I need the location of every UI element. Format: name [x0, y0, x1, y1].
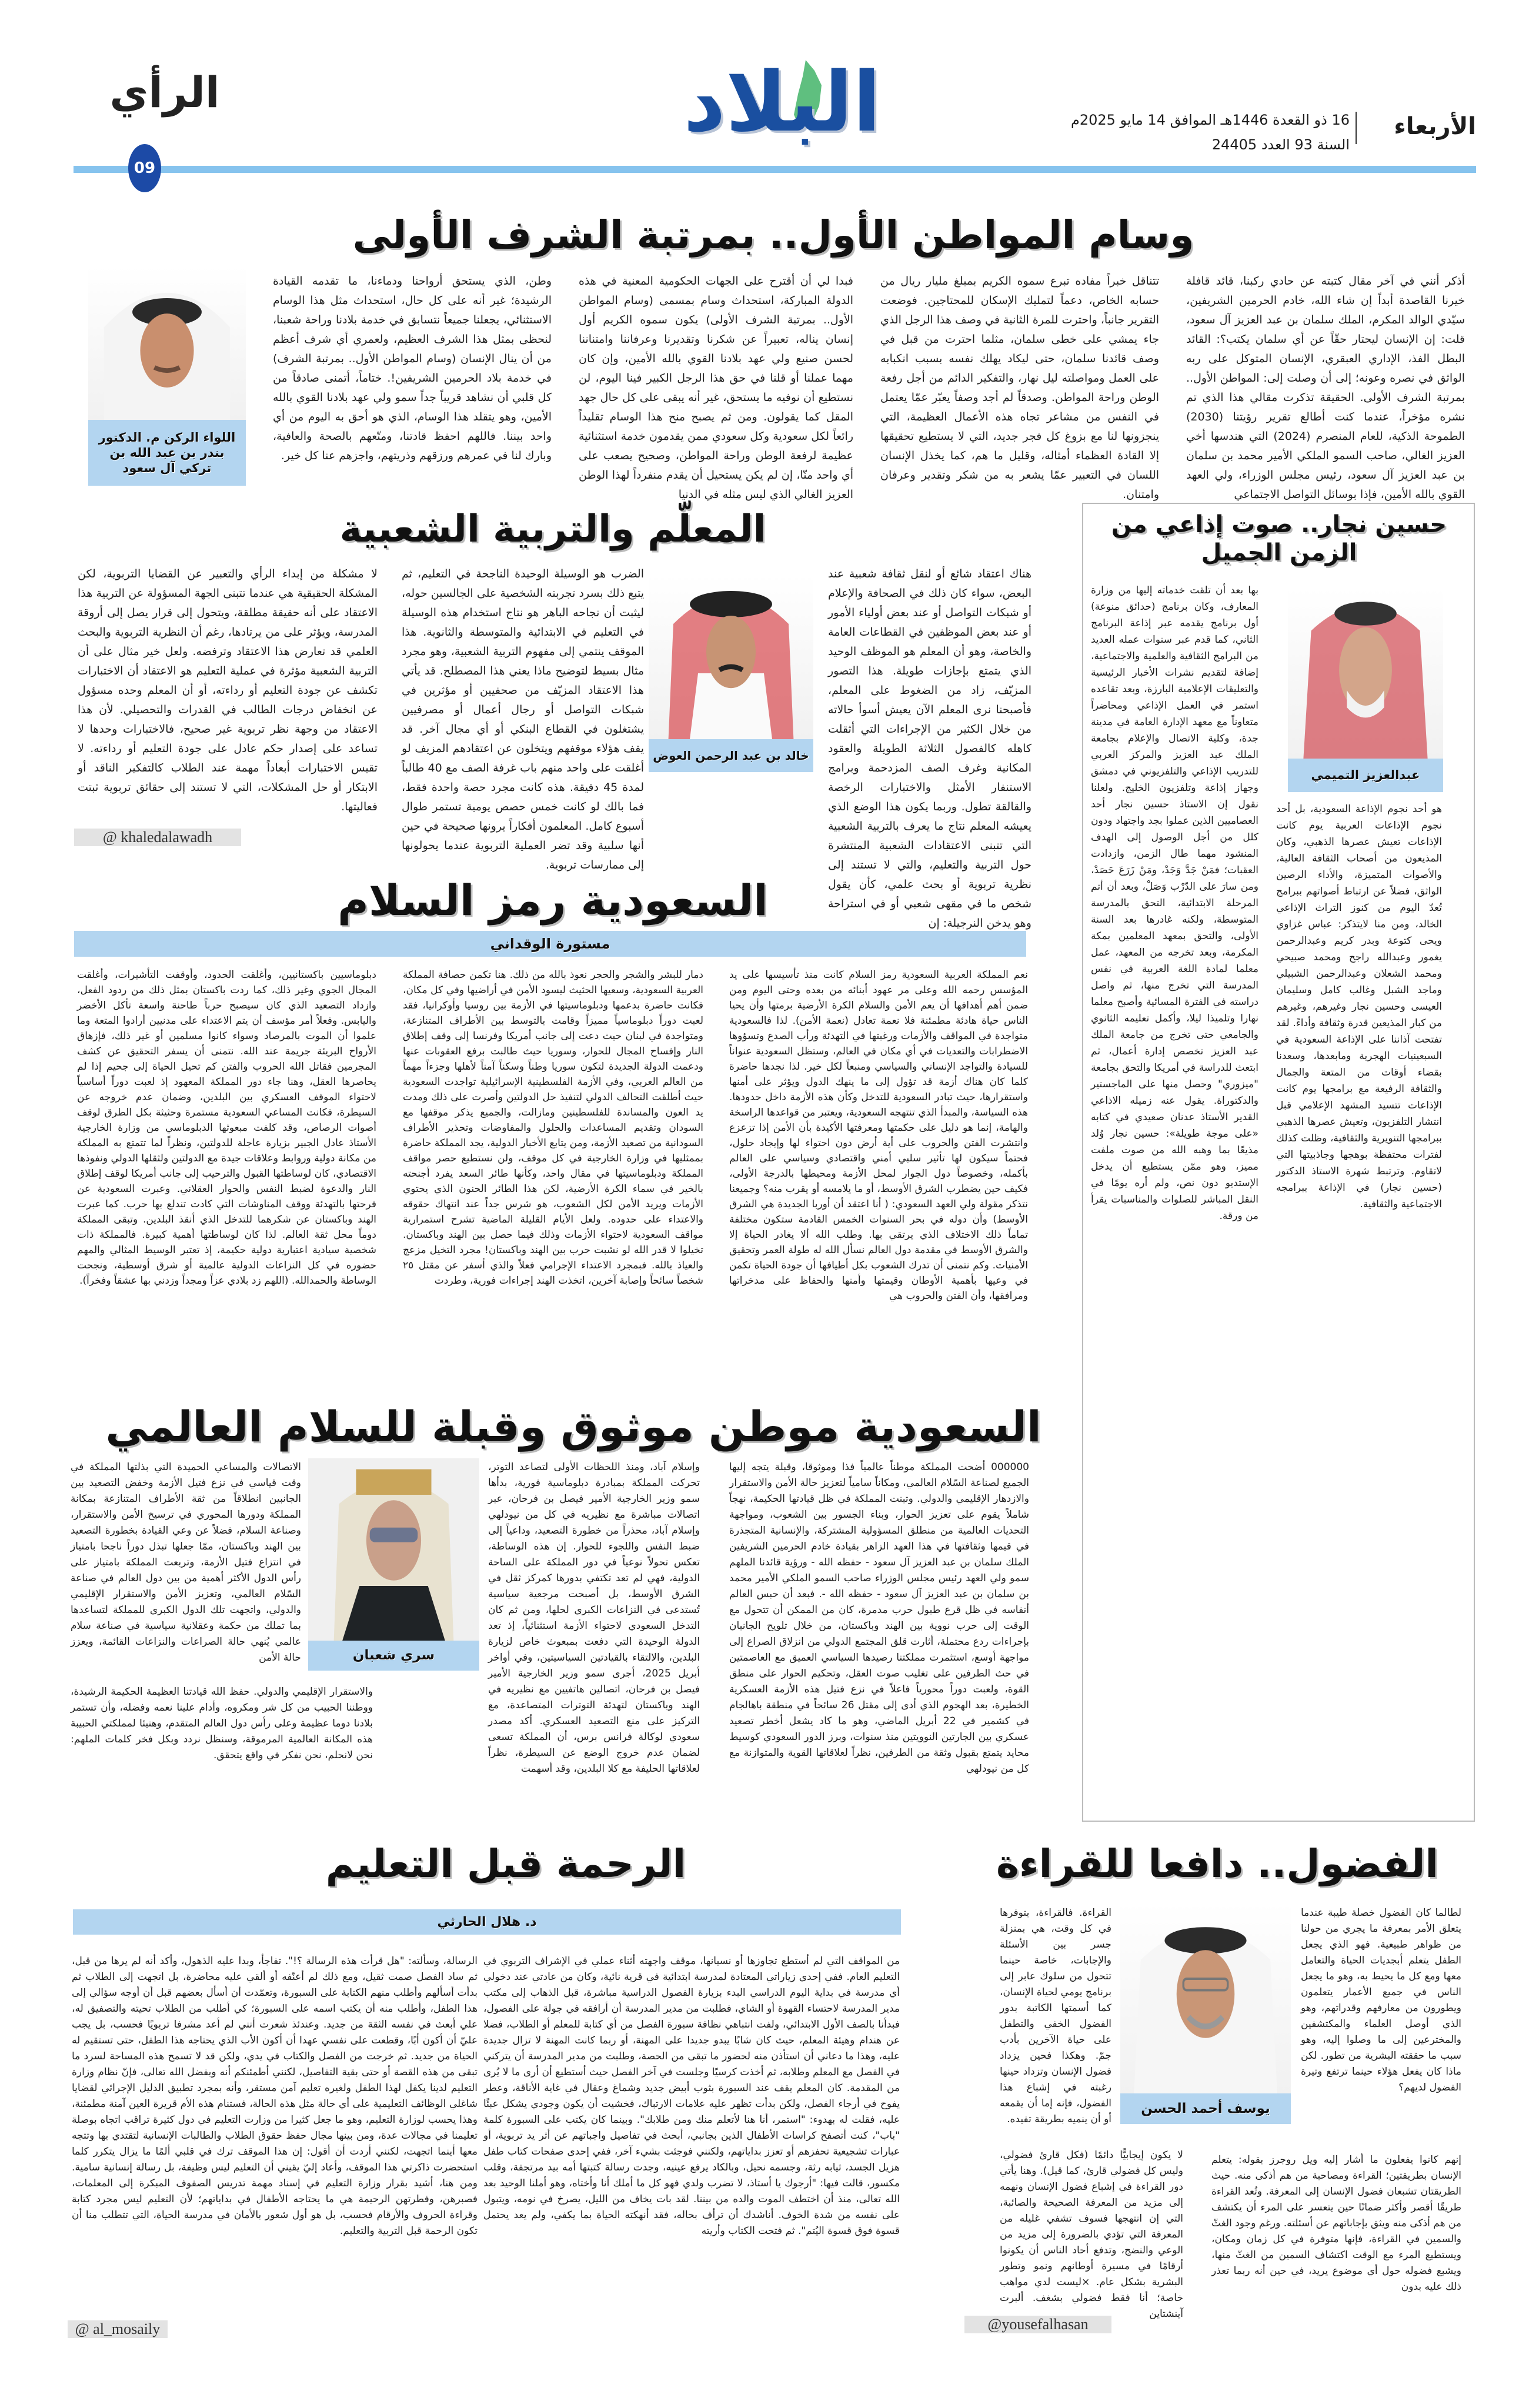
article-column: أذكر أنني في آخر مقال كتبته عن حادي ركبنا، قائد قافلة خيرنا القاصدة أبداً إن شاء الله، خادم الحرمين الشريفين، سيّدي الوالد المكرم، الملك سلمان بن عبد العزيز آل سعود، قلت: إن الإنسان ليحتار حقّاً عن أي سلمان يكتب؟: القائد البطل الفذ، الإداري العبقري، الإنسان المتوكل على ربه الواثق في نصره وعونه؛ إلى أن وصلت إلى: المواطن الأول.. بمرتبة الشرف الأولى. الحقيقة تذكرت مقالي هذا الذي تم نشره مؤخراً، عندما كنت أطالع تقرير رؤيتنا (2030) الطموحة الذكية، للعام المنصرم (2024) التي هندسها أخي العزيز الغالي، صاحب السمو الملكي الأمير محمد بن سلمان بن عبد العزيز آل سعود، رئيس مجلس الوزراء، ولي العهد القوي بالله الأمين، فإذا بوسائل التواصل الاجتماعي: [1186, 275, 1465, 501]
author-photo: [308, 1458, 479, 1641]
article-headline: حسين نجار.. صوت إذاعي من الزمن الجميل: [1111, 511, 1447, 566]
masthead-divider: [1356, 112, 1357, 144]
article-column: دمار للبشر والشجر والحجر نعوذ بالله من ذلك. هنا تكمن حصافة المملكة العربية السعودية، وسعيها الحثيث ليسود الأمن في أراضيها وفي كل مكان، فكانت حاضرة بدعمها ودبلوماسيتها في الأزمة بين روسيا وأوكرانيا، فقد لعبت دوراً دبلوماسياً مميزاً وقامت بالتوسط بين الأطراف المتنازعة، ومتواجدة في لبنان حيث دعت إلى جانب أمريكا وفرنسا إلى وقف إطلاق النار وإفساح المجال للحوار، وسوريا حيث طالبت برفع العقوبات عنها ودعمت الدولة الجديدة لتكون سوريا وطناً وسكناً آمناً لأهلها وجزءاً مهماً من العالم العربي، وفي الأزمة الفلسطينية الإسرائيلية تواجدت السعودية حيث أطلقت التحالف الدولي لتنفيذ حل الدولتين وأصرت على ذلك ومدت يد العون والمساندة للفلسطينين ومازالت، والجميع يذكر موقفها مع السودان وتقديم المساعدات والحلول والمفاوضات وتحذير الأطراف السودانية من تصعيد الأزمة، ومن يتابع الأخبار الدولية، يجد المملكة حاضرة بممثليها في وزارة الخارجية في كل موقف، ولن نستطيع حصر مواقف المملكة ودبلوماسيتها في مقال واحد، وكأنها طائر السعد يفرد أجنحته بالخير في سماء الكرة الأرضية، لكن هذا الطائر الحنون الذي يحتوي الأزمات ويريد الأمن لكل الشعوب، هو شرس جداً عند انتهاك حقوقه والاعتداء على حدوده. ولعل الأيام القليلة الماضية تشرح استمرارية مواقف السعودية لاحتواء الأزمات وذلك فيما حصل بين الهند وباكستان. تخيلوا لا قدر الله لو نشبت حرب بين الهند وباكستان! مجرد التخيل مزعج والعياذ بالله. فبمجرد الاعتداء الإجرامي فعلاً والذي أسفر عن مقتل ٢٥ شخصاً سائحاً وإصابة آخرين، اتخذت الهند إجراءات فورية، وطردت: [403, 969, 703, 1287]
article-column: الاتصالات والمساعي الحميدة التي بذلتها المملكة في وقت قياسي في نزع فتيل الأزمة وخفض التصعيد بين الجانبين انطلاقاً من ثقة الأطراف المتنازعة بمكانة المملكة ودورها المحوري في ترسيخ الأمن والاستقرار، وصناعة السلام، فضلاً عن وعي القيادة بخطورة التصعيد بين الهند وباكستان، ممّا جعلها تبذل دوراً ناجحا بامتياز في انتزاع فتيل الأزمة، وتربعت المملكة بامتياز على رأس الدول الأكثر أهمية من بين دول العالم في صناعة السّلام العالمي، وتعزيز الأمن والاستقرار الإقليمي والدولي، واتجهت تلك الدول الكبرى للمملكة لتساعدها بما تملك من حكمة وعقلانية سياسية في صناعة سلام عالمي يُنهي حالة الصراعات والنزاعات القائمة، ويعزز حالة الأمن: [71, 1461, 301, 1664]
issue-number: السنة 93 العدد 24405: [1211, 136, 1350, 153]
newspaper-logo: [635, 55, 929, 159]
author-byline: د. هلال الحارثي: [73, 1909, 901, 1935]
masthead: [0, 0, 1519, 194]
article-column: من المواقف التي لم أستطع تجاوزها أو نسيانها، موقف واجهته أثناء عملي في الإشراف التربوي في التعليم العام. ففي إحدى زياراتي المعتادة لمدرسة ابتدائية في قرية نائية، وكان من عادتي عند دخولي أي مدرسة في بداية اليوم الدراسي البدء بزيارة الفصول الدراسية مباشرة، قبل الذهاب إلى مكتب مدير المدرسة لاحتساء القهوة أو الشاي، فطلبت من مدير المدرسة أن أرافقه في جولة على الفصول، فبدأنا بالصف الأول الابتدائي، ولفت انتباهي نظافة سبورة الفصل من أي كتابة للمعلم أو الطلاب، فضلا عن هندام وهيئة المعلم، حيث كان شابًا يبدو جديدا على المهنة، أو ربما كانت المهنة لا تزال جديدة عليه، وهذا ما دعاني أن استأذن منه لحضور ما تبقى من الحصة، وطلبت من مدير المدرسة أن يتركني في الفصل مع المعلم وطلابه، ثم أخذت كرسيًا وجلست في آخر الفصل حيث أستطيع أن أرى ما لا يُرى من المقدمة. كان المعلم يقف عند السبورة بثوب أبيض جديد وشماغ وعقال في غاية الأناقة، وعطر يفوح في أرجاء الفصل، ولكن بدأت تظهر عليه علامات الارتباك، فخشيت أن يكون وجودي يشكل عبئًا عليه، فقلت له بهدوء: "استمر، أنا هنا لأتعلم منك ومن طلابك". وبينما كان يكتب على السبورة كلمة "باب"، كنت أتصفح كراسات الأطفال الذين بجانبي، أبحث في تفاصيل واجباتهم عن أثر يد تربوية، أو عبارات تشجيعية تحفزهم أو تعزز بداياتهم، ولكنني فوجئت بشيء آخر، ففي إحدى صفحات كتاب طفل هزيل الجسد، ثيابه رثة، وجسمه نحيل، وبالكاد يرفع عينيه، وجدت رسالة كتبتها أمه بيد مرتجفة، وقلب مكسور، قالت فيها: "أرجوك يا أستاذ، لا تضرب ولدي فهو كل ما أملك أنا وأختاه، وهو أملنا الوحيد بعد الله تعالى، منذ أن اختطف الموت والده من بيننا. لقد بات يخاف من الليل، يصرخ في نومه، ويتبول على نفسه من شدة الخوف. أناشدك أن ترأف بحاله، فقد أنهكته الحياة بما يكفي، ولم يعد يحتمل قسوة فوق قسوة اليُتم". ثم فتحت الكتاب وأريته: [483, 1955, 900, 2237]
logo-wordmark: البلاد: [683, 55, 881, 151]
article-column: الرسالة، وسألته: "هل قرأت هذه الرسالة ؟!". تفاجأ، وبدا عليه الذهول، وأكد أنه لم يرها من قبل، ثم ساد الفصل صمت ثقيل، ومع ذلك لم أعنّفه أو ألقي عليه محاضرة، بل اتجهت إلى الطلاب ثم بدأت أسألهم وأطلب منهم الكتابة على السبورة، وتعمّدت أن أسأل بعضهم قبل أن أوجه سؤالي إلى هذا الطفل، وأطلب منه أن يكتب اسمه على السبورة؛ كي أطلب من الطلاب تحيته والتصفيق له، علي أبعث في نفسه الثقة من جديد. وعندئذ شعرت أنني لم أعد مشرفا تربويًا فحسب، بل يجب عليّ أن أكون أبًا، وقطعت على نفسي عهدا أن أكون الأب الذي يحتاجه هذا الطفل، حتى تستقيم له الحياة من جديد. ثم خرجت من الفصل والكتاب في يدي، ولكن قد لا تسمح هذه المساحة لسرد ما تبقى من هذه القصة أو حتى بقية التفاصيل، لكنني أطمئنكم أنه وبفضل الله تعالى، فإنّ نظام وزارة التعليم لدينا يكفل لهذا الطفل ولغيره تعليم آمن مستقر، وأنه بمجرد تطبيق الدليل الإجرائي لقضايا شاغلي الوظائف التعليمية على أي حالة مثل هذه الحالة، فستنام هذه الأم قريرة العين آمنة مطمئنة، وهذا يحسب لوزارة التعليم، وهو ما جعل كثيرا من وزارت التعليم في دول كثيرة تراقب اتجاه بوصلة تعليمنا في مجالات عدة، ومن بينها مجال حفظ حقوق الطلاب والطالبات الإنسانية لتقتدي بها وتتجه معها أينما اتجهت، لكنني أردت أن أقول: إن هذا الموقف ترك في قلبي ألمًا ما يزال يتكرر كلما استحضرت ذاكرتي هذا الموقف، وأعاد إليّ يقيني أن التعليم ليس وظيفة، بل رسالة إنسانية سامية. ومن هنا، أشيد بقرار وزارة التعليم في إسناد مهمة تدريس الصفوف المبكرة إلى المعلمات، فصبرهن، وفطرتهن الرحيمة هي ما يحتاجه الأطفال في بداياتهم؛ لأن التعليم ليس مجرد كتابة وقراءة الحروف والأرقام فحسب، بل هو أول شعور بالأمان في مدرسة الحياة، التي تتطلب منا أن تكون الرحمة قبل التربية والتعليم.: [72, 1955, 478, 2237]
article-column: لا مشكلة من إبداء الرأي والتعبير عن القضايا التربوية، لكن المشكلة الحقيقية هي عندما تتبنى الجهة المسؤولة عن التربية هذا الاعتقاد على أنه حقيقة مطلقة، ويتحول إلى قرار يصل إلى أروقة المدرسة، ويؤثر على من يرتادها، رغم أن النظرية التربوية والبحث العلمي قد تعارض هذا الاعتقاد وترفضه. ولعل خير مثال على أن التربية الشعبية مؤثرة في عملية التعليم هو الاعتقاد أن الاختبارات تكشف عن جودة التعليم أو رداءته، أو أن المعلم وحده مسؤول عن انخفاض درجات الطالب في القدرات والتحصيلي. لأن هذا الاعتقاد من وجهة نظر تربوية غير صحيح، فالاختبارات وحدها لا تساعد على إصدار حكم عادل على جودة التعليم أو رداءته. لا تقيس الاختبارات أبعاداً مهمة عند الطلاب كالتفكير الناقد أو الابتكار أو حل المشكلات، التي لا تستند إلى حقائق تربوية ثبتت فعاليتها.: [78, 567, 378, 813]
day-label: الأربعاء: [1394, 113, 1476, 140]
article-column: تتناقل خبراً مفاده تبرع سموه الكريم بمبلغ مليار ريال من حسابه الخاص، دعماً لتمليك الإسكان للمحتاجين. فوضعت التقرير جانباً، واحترت للمرة الثانية في وصف هذا الرجل الذي جاء يمشي على خطى سلمان، مثلما احترت من قبل في وصف قائدنا سلمان، حتى ليكاد يهلك نفسه بسبب انكبابه على العمل ومواصلته ليل نهار، والتفكير الدائم من أجل رفعة الوطن وراحة المواطن. وصدقاً لم أجد وصفاً يعبّر عمّا يعتمل في النفس من مشاعر تجاه هذه الأعمال العظيمة، التي ينجزونها لنا مع بزوغ كل فجر جديد، التي لا يستطيع تحقيقها إلا القادة العظماء أمثاله، وقليل ما هم، كما يخذل الإنسان اللسان في التعبير عمّا يشعر به من شكر وتقدير وعرفان وامتنان.: [880, 275, 1159, 501]
article-headline: المعلّم والتربية الشعبية: [339, 507, 766, 551]
article-column: فبدا لي أن أقترح على الجهات الحكومية المعنية في هذه الدولة المباركة، استحداث وسام بمسمى (وسام المواطن الأول.. بمرتبة الشرف الأولى) يكون سموه الكريم أول إنسان يناله، تعبيراً عن شكرنا وتقديرنا وعرفاننا وامتناننا لحسن صنيع ولي عهد بلادنا القوي بالله الأمين، وإن كان مهما عملنا أو قلنا في حق هذا الرجل الكبير فينا اليوم، لن نستطيع أن نوفيه ما يستحق، غير أنه يبقى على كل حال جهد المقل كما يقولون. ومن ثم يصبح منح هذا الوسام تقليداً رائعاً لكل سعودية وكل سعودي ممن يقدمون خدمة استثنائية عظيمة لرفعة الوطن وراحة المواطن، وصحيح يصعب على أي واحد منّا، إن لم يكن يستحيل أن يقدم منفرداً لهذا الوطن العزيز الغالي الذي ليس مثله في الدنيا: [579, 275, 853, 501]
article-column: نعم المملكة العربية السعودية رمز السلام كانت منذ تأسيسها على يد المؤسس رحمه الله وعلى مر عهود أبنائه من بعده وحتى اليوم ومن ضمن أهم أهدافها أن يعم الأمن والسلام الكرة الأرضية برمتها وأن يحيا الناس حياة هادئة مطمئنة فلا نعمة تعادل (نعمة الأمن). لذا فالسعودية متواجدة في المواقف والأزمات ورغبتها في التهدئة ورأب الصدع وتسؤوها الاضطرابات والتعديات في أي مكان في العالم، وستظل السعودية عنواناً للسيادة والتواجد الإنساني والسياسي ومنبعاً لكل خير. لذا نجدها حاضرة كلما كان هناك أزمة قد تؤول إلى ما ينهك الدول ويؤثر على أمنها واستقرارها، حيث تبادر السعودية للتدخل وكأن هذه الأزمة داخل حدودها. هذه السياسة، والمبدأ الذي تنتهجه السعودية، ويعتبر من قواعدها الراسخة والهامة، إنما هو دليل على حكمتها ومعرفتها الأكيدة بأن الأمن إذا تزعزع وانتشرت الفتن والحروب على أية أرض دون احتواء لها وإيجاد حلول، فحتماً سيكون لها تأثير سلبي أمني واقتصادي وسياسي على العالم بأكمله، وخصوصاً دول الجوار لمحل الأزمة ومحيطها بالدرجة الأولى، فكيف حين يضطرب الشرق الأوسط، أو ما يلامسه أو يقرب منه؟ وجميعنا نتذكر مقولة ولي العهد السعودي: ( أنا اعتقد أن أوربا الجديدة هي الشرق الأوسط) وأن دوله في بحر السنوات الخمس القادمة ستكون مختلفة تماماً ذلك الاختلاف الذي يرتقي بها. وطلب الله ألا يغادر الحياة إلا والشرق الأوسط في مقدمة دول العالم نسأل الله له طولة العمر وتحقيق الأمنيات. وكم نتمنى أن تدرك الشعوب بكل أطيافها أن جودة الحياة تكمن في وعيها بأهمية الأوطان وقيمتها وأمنها والحفاظ على مدخراتها ومرافقها، وأن الفتن والحروب هي: [729, 969, 1028, 1302]
author-caption: خالد بن عبد الرحمن العوض: [649, 739, 813, 772]
article-headline: الرحمة قبل التعليم: [325, 1841, 686, 1886]
article-column: بها بعد أن تلقت خدماته إليها من وزارة المعارف، وكان برنامج (حدائق منوعة) أول برنامج يقدمه عبر إذاعة البرنامج الثاني، كما قدم عبر سنوات عمله العديد من البرامج الثقافية والعلمية والاجتماعية، إضافة لتقديم نشرات الأخبار الرئيسية والتعليقات الإعلامية البارزة، وبعد تقاعده استمر في العمل الإذاعي ومحاضراً متعاوناً مع معهد الإدارة العامة في مدينة جدة، وكلية الاتصال والإعلام بجامعة الملك عبد العزيز والمركز العربي للتدريب الإذاعي والتلفزيوني في دمشق وجهاز إذاعة وتلفزيون الخليج. ولعلنا نقول إن الاستاذ حسين نجار أحد العصاميين الذين عملوا بجد واجتهاد ودون كلل من أجل الوصول إلى الهدف المنشود مهما طال الزمن، وازدادت العقبات؛ فمَنْ جَدَّ وَجَدْ، ومَنْ زَرَعَ حَصَدْ، ومن سارَ على الدّرْب وَصَلْ، وبعد أن أتم المرحلة الابتدائية، التحق بالمدرسة المتوسطة، ولكنه غادرها بعد السنة الأولى، والتحق بمعهد المعلمين بمكة المكرمة، وبعد تخرجه من المعهد، عمل معلما لمادة اللغة العربية في نفس المدرسة التي تخرج منها، ثم واصل دراسته في الفترة المسائية وأصبح معلما نهارا وتلميذا ليلا، وأكمل تعليمه الثانوي والجامعي حتى تخرج من جامعة الملك عبد العزيز تخصص إدارة أعمال، ثم ابتعث للدراسة في أمريكا والتحق بجامعة "ميزوري" وحصل منها على الماجستير والدكتوراة. يقول عنه زميله الاذاعي القدير الأستاذ عدنان صعيدي في كتابه «على موجة طويلة»: حسين نجار وُلد مذيعًا بما وهبه الله من صوت ملفت مميز، وهو ممّن يستطيع أن يدخل الإستديو دون نص، ولم أره يومًا في النقل المباشر للصلوات والمناسبات يقرأ من ورقة.: [1091, 585, 1258, 1222]
author-caption: يوسف أحمد الحسن: [1120, 2093, 1291, 2124]
article-column: 000000 أضحت المملكة موطناً عالمياً فذا وموثوقا، وقبلة يتجه إليها الجميع لصناعة السّلام العالمي، ومكاناً سامياً لتعزيز حالة الأمن والاستقرار والازدهار الإقليمي والدولي. وتبنت المملكة في ظل قيادتها الحكيمة، نهجاً شاملاً يقوم على تعزيز الحوار، وبناء الجسور بين الشعوب، ومواجهة التحديات العالمية من منطلق المسؤولية المشتركة، والإنسانية المتجذرة في قيمها وثقافتها في هذا العهد الزاهر بقيادة خادم الحرمين الشريفين الملك سلمان بن عبد العزيز آل سعود - حفظه الله - ورؤية قائدنا الملهم سمو ولي العهد رئيس مجلس الوزراء صاحب السمو الملكي الأمير محمد بن سلمان بن عبد العزيز آل سعود - حفظه الله -. فبعد أن حبس العالم أنفاسه في ظل قرع طبول حرب مدمرة، كان من الممكن أن تتحول مع الوقت إلى حرب نووية بين الهند وباكستان، من خلال تلويح الجانبان بإجراءات ردع محتملة، أثارت قلق المجتمع الدولي من انزلاق الصراع إلى مواجهة أوسع، استثمرت مملكتنا رصيدها السياسي العميق مع العاصمتين في حث الطرفين على تغليب صوت العقل، وتحكيم الحوار على منطق القوة، ولعبت دوراً محورياً فاعلاً في نزع فتيل هذه الأزمة العسكرية الخطيرة، بعد الهجوم الذي أدى إلى مقتل 26 سائحاً في منطقة باهالجام في كشمير في 22 أبريل الماضي، وهو ما كاد يشعل أخطر تصعيد عسكري بين الجارتين النوويتين منذ سنوات، وبرز الدور السعودي كوسيط محايد يتمتع بقبول وثقة من الطرفين، نظراً لعلاقاتها القوية والمتوازنة مع كل من نيودلهي: [729, 1461, 1030, 1775]
article-headline: الفضول.. دافعا للقراءة: [996, 1841, 1439, 1886]
page-number: 09: [133, 159, 156, 177]
article-column: لطالما كان الفضول خصلة طيبة عندما يتعلق الأمر بمعرفة ما يجري من حولنا من ظواهر طبيعية. فهو الذي يجعل الطفل يتعلم أبجديات الحياة والتعامل معها ومع كل ما يحيط به، وهو ما يجعل الناس في جميع الأعمار يتعلمون ويطورون من معارفهم وقدراتهم، وهو الذي أوصل العلماء والمكتشفين والمخترعين إلى ما وصلوا إليه، وهو سبب ما حققته البشرية من تطور. لكن ماذا كان يفعل هؤلاء حينما ترتفع وتيرة الفضول لديهم؟: [1301, 1907, 1461, 2093]
author-photo: [649, 575, 813, 739]
author-photo: [1288, 588, 1443, 759]
author-twitter-handle[interactable]: @yousefalhasan: [964, 2316, 1111, 2333]
article-column: دبلوماسيين باكستانيين، وأغلقت الحدود، وأوقفت التأشيرات، وأغلقت المجال الجوي وغير ذلك، كما ردت باكستان بمثل ذلك من ردود الفعل، وازداد التصعيد الذي كان سيصبح حرباً طاحنة واسعة تأكل الأخضر واليابس. وفعلاً أمر مؤسف أن يتم الاعتداء على مدنيين أرادوا المتعة وما علموا أن الموت بالمرصاد وسواء كانوا مسلمين أو غير ذلك، فإزهاق الأرواح البريئة جريمة عند الله. نتمنى أن يسفر التحقيق عن كشف المجرمين فقاتل الله الحروب والفتن كم تحيل الحياة إلى جحيم إذا لم يحاصرها العقل، وهنا جاء دور المملكة المعهود إذ لعبت دوراً أساسياً لاحتواء الموقف العسكري بين البلدين، وضمان عدم خروجه عن السيطرة، فكانت المساعي السعودية مستمرة وحثيثة بكل الطرق لوقف أصوات الرصاص، وقد كلفت مبعوثها الدبلوماسي من وزارة الخارجية الأستاذ عادل الجبير بزيارة عاجلة للدولتين، ونظراً لما تتمتع به المملكة من مكانة دولية وروابط وعلاقات جيدة مع الدولتين ولثقلها الدولي ونفوذها الاقتصادي، كان لوساطتها القبول والترحيب إلى جانب أمريكا لوقف إطلاق النار والدعوة لضبط النفس والحوار العقلاني. وعبرت السعودية عن فرحتها بالتهدئة ووقف المناوشات التي كادت تندلع بها حرب. كما عبرت الهند وباكستان عن شكرهما للتدخل الذي أنقذ البلدين. وتبقى المملكة دوماً محل ثقة العالم. لذا كان لوساطتها أهمية كبيرة. فالمملكة ذات شخصية سيادية اعتبارية دولية حكيمة، إذ تعتبر الوسيط المثالي والمهم حضوره في كل النزاعات الدولية عالمية أو شرق أوسطية، ونجحت الوساطة والحمدالله. (اللهم زد بلادي عزاً ومجداً وزدني بها عشقاً وفخراً).: [77, 969, 376, 1287]
article-column: وإسلام آباد، ومنذ اللحظات الأولى لتصاعد التوتر، تحركت المملكة بمبادرة دبلوماسية فورية، بدأها سمو وزير الخارجية الأمير فيصل بن فرحان، عبر اتصالات مباشرة مع نظيريه في كل من نيودلهي وإسلام آباد، محذراً من خطورة التصعيد، وداعياً إلى ضبط النفس واللجوء للحوار. إن هذه الوساطة، تعكس تحولاً نوعياً في دور المملكة على الساحة الدولية، فهي لم تعد تكتفي بدورها كمركز ثقل في الشرق الأوسط، بل أصبحت مرجعية سياسية تُستدعى في النزاعات الكبرى لحلها، ومن ثم كان التدخل السعودي لاحتواء الأزمة استثنائياً، إذ تعد الدولة الوحيدة التي دفعت بمبعوث خاص لزيارة البلدين، والالتقاء بالقيادتين السياسيتين، وفي أواخر أبريل 2025، أجرى سمو وزير الخارجية الأمير فيصل بن فرحان، اتصالين هاتفيين مع نظيريه في الهند وباكستان لتهدئة التوترات المتصاعدة، مع التركيز على منع التصعيد العسكري. أكد مصدر سعودي لوكالة فرانس برس، أن المملكة تسعى لضمان عدم خروج الوضع عن السيطرة، نظراً لعلاقاتها الحليفة مع كلا البلدين، وقد أسهمت: [488, 1461, 700, 1775]
article-column: القراءة. فالقراءة، بتوفرها في كل وقت، هي بمنزلة جسر بين الأسئلة والإجابات، خاصة حينما تتحول من سلوك عابر إلى برنامج يومي لحياة الإنسان، كما أسمتها الكاتبة بدور الفضول الخفي والتطفل على حياة الآخرين بأدب جمّ. وهكذا فحين يزداد فضول الإنسان وتزداد حينها رغبته في إشباع هذا الفضول، فإنه إما أن يقمعه أو أن ينميه بطريقة تفيده.: [1000, 1907, 1111, 2125]
article-column: الضرب هو الوسيلة الوحيدة الناجحة في التعليم، ثم يتبع ذلك بسرد تجربته الشخصية على الجالسين حوله، ليثبت أن نجاحه الباهر هو نتاج استخدام هذه الوسيلة في التعليم في الابتدائية والمتوسطة والثانوية. هذا الموقف ينتمي إلى مفهوم التربية الشعبية، وهو مجرد مثال بسيط لتوضيح ماذا يعني هذا المصطلح. قد يأتي هذا الاعتقاد المزيّف من صحفيين أو مؤثرين في شبكات التواصل أو رجال أعمال أو مصرفيين يشتغلون في القطاع البنكي أو أي مجال آخر. قد يقف هؤلاء موقفهم ويتخلون عن اعتقادهم المزيف لو أغلقت على واحد منهم باب غرفة الصف مع 40 طالباً لمدة 45 دقيقة. هذه كانت مجرد حصة واحدة فقط، فما بالك لو كانت خمس حصص يومية تستمر طوال أسبوع كامل. المعلمون أفكاراً يرونها صحيحة في حين أنها سلبية وقد تضر العملية التربوية عندما يحولونها إلى ممارسات تربوية.: [402, 567, 644, 871]
page-number-badge: [128, 144, 161, 192]
article-headline: السعودية رمز السلام: [338, 876, 768, 925]
author-caption: عبدالعزيز التميمي: [1288, 759, 1443, 792]
article-headline: السعودية موطن موثوق وقبلة للسلام العالمي: [105, 1402, 1041, 1451]
article-column: وطن، الذي يستحق أرواحنا ودماءنا، ما تقدمه القيادة الرشيدة؛ غير أنه على كل حال، استحداث مثل هذا الوسام الاستثنائي، يجعلنا جميعاً نتسابق في خدمة بلادنا وراحة شعبنا، لنحظى بمثل هذا الشرف العظيم، ولعمري أي شرف أعظم من أن ينال الإنسان (وسام المواطن الأول.. بمرتبة الشرف) في خدمة بلاد الحرمين الشريفين!. ختاماً، أتمنى صادقاً من كل قلبي أن نشاهد قريباً جداً سمو ولي عهد بلادنا القوي بالله الأمين، وهو يتقلد هذا الوسام، الذي هو أحق به اليوم من أي واحد بيننا. فاللهم احفظ قادتنا، ومتّعهم بالصحة والعافية، وبارك لنا في عمرهم ورزقهم وذريتهم، واجزهم عنا كل خير.: [273, 275, 552, 462]
article-headline: وسام المواطن الأول.. بمرتبة الشرف الأولى: [352, 212, 1194, 258]
article-column: والاستقرار الإقليمي والدولي. حفظ الله قيادتنا العظيمة الحكيمة الرشيدة، ووطننا الحبيب من كل شر ومكروه، وأدام علينا نعمه وفضله، وأن تستمر بلادنا دوما عظيمة وعلى رأس دول العالم المتقدم، وهنيئا لمملكتي الحبيبة هذه المكانة العالمية المرموقة، وسنظل نردد وبكل فخر كلمات الملهم: نحن لانحلم، نحن نفكر في واقع يتحقق.: [71, 1686, 373, 1761]
author-twitter-handle[interactable]: @ khaledalawadh: [74, 829, 241, 846]
author-caption: سري شعبان: [308, 1641, 479, 1671]
author-byline: مستورة الوقداني: [74, 931, 1026, 957]
author-photo: [88, 266, 246, 420]
author-photo: [1120, 1902, 1291, 2093]
article-column: هناك اعتقاد شائع أو لنقل ثقافة شعبية عند البعض، سواء كان ذلك في الصحافة والإعلام أو شبكات التواصل أو عند بعض أولياء الأمور أو عند بعض الموظفين في القطاعات العامة والخاصة، وهو أن المعلم هو الموظف الوحيد الذي يتمتع بإجازات طويلة. هذا التصور المزيّف، زاد من الضغوط على المعلم، فأصبحنا نرى المعلم الآن يعيش أسوأ حالاته من خلال الكثير من الإجراءات التي أثقلت كاهله كالفصول الثلاثة الطويلة والعقود المكانية وغرف الصف المزدحمة وبرامج الاستنفار الأمثل والاختبارات الرخصة والقالقة تطول. وربما يكون هذا الوضع الذي يعيشه المعلم نتاج ما يعرف بالتربية الشعبية التي تتبنى الاعتقادات الشعبية المنتشرة حول التربية والتعليم، والتي لا تستند إلى نظرية تربوية أو بحث علمي، كأن يقول شخص ما في مقهى شعبي أو في استراحة وهو يدخن النرجيلة: إن: [828, 567, 1031, 930]
article-column: هو أحد نجوم الإذاعة السعودية، بل أحد نجوم الإذاعات العربية يوم كانت الإذاعات تعيش عصرها الذهبي، وكان المذيعون من أصحاب الثقافة العالية، والأصوات المتميزة، والأداء الرصين الواثق، فضلاً عن ارتباط أصواتهم ببرامج تُعدّ اليوم من كنوز التراث الإذاعي الخالد، ومن منا لايتذكر: عباس غزاوي ويحى كتوعة وبدر كريم وعبدالرحمن يغمور وعبدالله راجح ومحمد صبيحي ومحمد الشعلان وعبدالرحمن الشبيلي وماجد الشبل وغالب كامل وسليمان العيسى وحسين نجار وغيرهم، وغيرهم من كبار المذيعين قدرة وثقافة وأداءً. لقد تفتحت آذاننا على الإذاعة السعودية في السبعينيات الهجرية ومابعدها، وسعدنا بقضاء أوقات من المتعة والجمال والثقافة الرفيعة مع برامجها يوم كانت الإذاعات تتسيد المشهد الإعلامي قبل انتشار التلفزيون، وتعيش عصرها الذهبي ببرامجها التنويرية والثقافية، وظلت كذلك لفترات محتفظة بوهجها وجاذبيتها التي لاتقاوم. وترتبط شهرة الاستاذ الدكتور (حسين نجار) في الإذاعة ببرامجه الاجتماعية والثقافية.: [1276, 803, 1442, 1210]
section-title: الرأي: [109, 68, 220, 117]
issue-date: 16 ذو القعدة 1446هـ الموافق 14 مايو 2025م: [1070, 112, 1350, 128]
author-caption: اللواء الركن م. الدكتور بندر بن عبد الله بن تركي آل سعود: [88, 420, 246, 486]
header-rule: [74, 166, 1476, 173]
article-column: لا يكون إيجابيًّا دائمًا (فكل قارئ فضولي، وليس كل فضولي قارئ، كما قيل). وهنا يأتي دور القراءة في إشباع فضول الإنسان ونهمه إلى مزيد من المعرفة الصحيحة والصائبة، التي إن انتهجها فسوف تشفي غليله من المعرفة التي تؤدي بالضرورة إلى مزيد من الوعي والنضج، وتدفع أحاد الناس أن يكونوا أرقامًا في مسيرة أوطانهم ونمو وتطور البشرية بشكل عام. ×ليست لدي مواهب خاصة؛ أنا فقط فضولي بشغف. ألبرت آينشتاين: [1000, 2149, 1183, 2320]
article-column: إنهم كانوا يفعلون ما أشار إليه ويل روجرز بقوله: يتعلم الإنسان بطريقتين؛ القراءة ومصاحبة من هم أذكى منه. حيث الطريقتان تشبعان فضول الإنسان إلى المعرفة. وتُعد القراءة طريقًا أقصر وأكثر ضمانًا حين يتعسر على المرء أن يكتشف من هم أذكى منه ويثق بإجاباتهم عن أسئلته. ورغم وجود الغثّ والسمين في القراءة، فإنها متوفرة في كل زمان ومكان، ويستطيع المرء مع الوقت اكتشاف السمين من الغثّ منها، ويشبع فضوله حول أي موضوع يريد، في حين أنه ربما تعذر ذلك عليه بدون: [1211, 2154, 1461, 2293]
author-twitter-handle[interactable]: @ al_mosaily: [68, 2320, 168, 2338]
